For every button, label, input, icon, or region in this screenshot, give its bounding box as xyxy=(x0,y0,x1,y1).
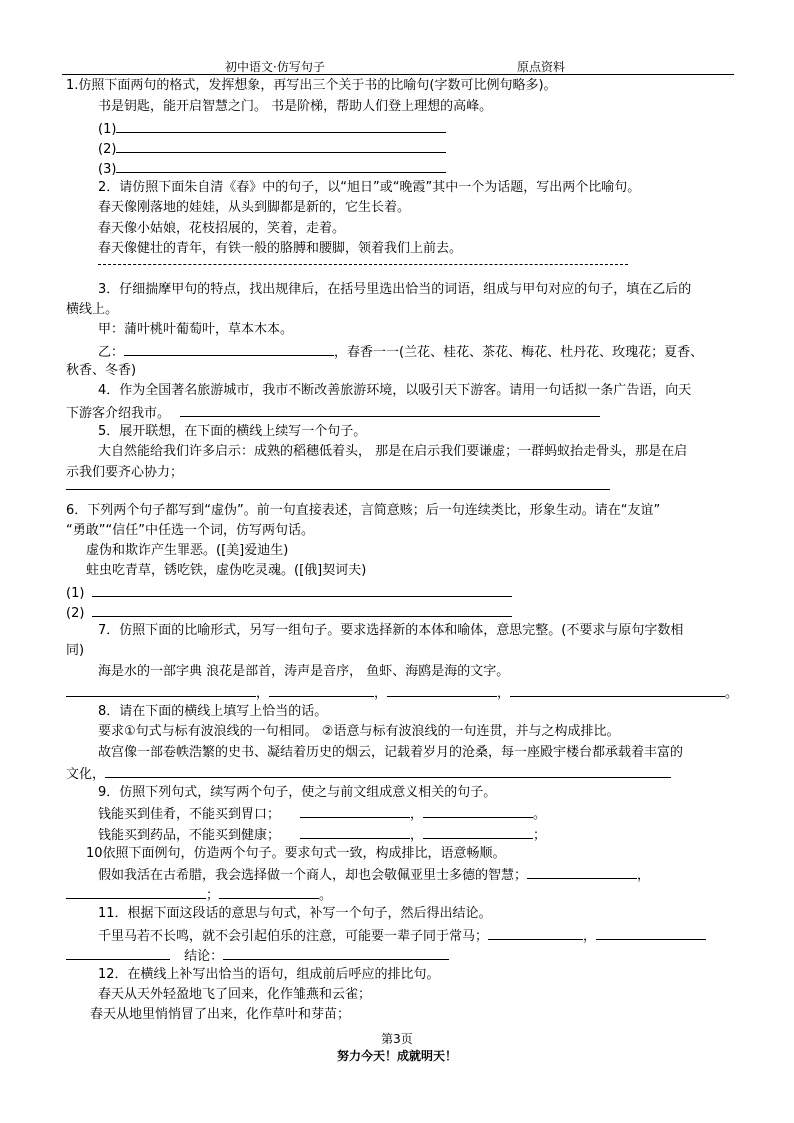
q10-title: 10依照下面例句，仿造两个句子。要求句式一致，构成排比，语意畅顺。 xyxy=(86,846,506,861)
q7-example: 海是水的一部字典 浪花是部首，涛声是音序， 鱼虾、海鸥是海的文字。 xyxy=(98,664,510,679)
q2-line-2: 春天像小姑娘，花枝招展的，笑着，走着。 xyxy=(98,221,346,236)
q1-blank-1-label: (1) xyxy=(98,122,117,137)
q3-jia: 甲：蒲叶桃叶葡萄叶，草本木本。 xyxy=(98,322,294,337)
q3-title-1: 3．仔细揣摩甲句的特点，找出规律后，在括号里选出恰当的词语，组成与甲句对应的句子，填在乙后的 xyxy=(98,282,692,297)
q11-line-1-text: 千里马若不长鸣，就不会引起伯乐的注意，可能要一辈子同于常马； xyxy=(98,929,489,944)
q4-line-2 xyxy=(66,404,600,422)
q11-blank-2[interactable] xyxy=(596,927,706,940)
q10-line-2[interactable]: ； 。 xyxy=(66,886,332,904)
q2-answer-line[interactable] xyxy=(98,264,628,265)
q12-line-1: 春天从天外轻盈地飞了回来，化作雏燕和云雀； xyxy=(98,987,372,1002)
q4-blank[interactable] xyxy=(180,404,600,417)
q5-answer-line[interactable] xyxy=(66,489,610,490)
q1-blank-3[interactable] xyxy=(98,160,446,178)
q7-line-1: 7．仿照下面的比喻形式，另写一组句子。要求选择新的本体和喻体，意思完整。(不要求与原句字数相 xyxy=(98,623,684,638)
page-header xyxy=(62,58,734,75)
q9-blank-1a[interactable] xyxy=(300,805,410,818)
q6-blank-1[interactable] xyxy=(66,584,512,602)
q6-blank-2-label: (2) xyxy=(66,606,85,621)
q8-title: 8．请在下面的横线上填写上恰当的话。 xyxy=(98,704,328,719)
q9-line-1-text: 钱能买到佳肴，不能买到胃口； xyxy=(98,807,281,822)
q3-yi-tail-2: 秋香、冬香) xyxy=(66,363,137,378)
q8-line-2 xyxy=(66,765,671,783)
q8-line-1: 故宫像一部卷帙浩繁的史书、凝结着历史的烟云，记载着岁月的沧桑，每一座殿宇楼台都承载着丰富的 xyxy=(98,745,684,760)
q1-blank-2[interactable] xyxy=(98,140,446,158)
q1-blank-2-label: (2) xyxy=(98,142,117,157)
q9-line-2-text: 钱能买到药品，不能买到健康； xyxy=(98,828,281,843)
q1-title: 1.仿照下面两句的格式，发挥想象，再写出三个关于书的比喻句(字数可比例句略多)。 xyxy=(66,78,557,93)
q9-blank-2b[interactable] xyxy=(423,826,533,839)
q8-requirement: 要求①句式与标有波浪线的一句相同。 ②语意与标有波浪线的一句连贯，并与之构成排比。 xyxy=(98,724,620,739)
q9-blank-2a[interactable] xyxy=(300,826,410,839)
q7-blanks[interactable]: ， ， ， 。 xyxy=(66,684,738,702)
q3-yi-label: 乙： xyxy=(98,345,125,360)
q9-title: 9．仿照下列句式，续写两个句子，使之与前文组成意义相关的句子。 xyxy=(98,785,497,800)
q11-conclusion-blank[interactable] xyxy=(223,947,449,960)
q2-line-3: 春天像健壮的青年，有铁一般的胳膊和腰脚，领着我们上前去。 xyxy=(98,241,463,256)
q2-title: 2．请仿照下面朱自清《春》中的句子，以“旭日”或“晚霞”其中一个为话题，写出两个比喻句。 xyxy=(98,180,641,195)
q10-blank-1[interactable] xyxy=(527,866,637,879)
q11-blank-1[interactable] xyxy=(488,927,583,940)
q2-line-1: 春天像刚落地的娃娃，从头到脚都是新的，它生长着。 xyxy=(98,200,411,215)
q10-line-1: 假如我活在古希腊，我会选择做一个商人，却也会敬佩亚里士多德的智慧； ， xyxy=(98,868,651,883)
q6-example-1: 虚伪和欺诈产生罪恶。([美]爱迪生) xyxy=(86,543,289,558)
q6-blank-2[interactable] xyxy=(66,604,512,622)
q1-blank-1[interactable] xyxy=(98,120,446,138)
q3-yi xyxy=(98,343,703,361)
q1-blank-3-label: (3) xyxy=(98,162,117,177)
q12-line-2: 春天从地里悄悄冒了出来，化作草叶和芽苗； xyxy=(90,1007,351,1022)
header-left: 初中语文·仿写句子 xyxy=(225,60,325,74)
q9-line-2: 钱能买到药品，不能买到健康； ， ； xyxy=(98,828,547,843)
q5-title: 5．展开联想，在下面的横线上续写一个句子。 xyxy=(98,424,367,439)
q6-line-1: 6．下列两个句子都写到“虚伪”。前一句直接表述，言简意赅；后一句连续类比，形象生动。请在“友谊” xyxy=(66,503,661,518)
q6-blank-1-label: (1) xyxy=(66,586,85,601)
q9-blank-1b[interactable] xyxy=(423,805,533,818)
q3-title-2: 横线上。 xyxy=(66,302,119,317)
q11-line-1: 千里马若不长鸣，就不会引起伯乐的注意，可能要一辈子同于常马； ， xyxy=(98,927,706,945)
q5-line-1: 大自然能给我们许多启示：成熟的稻穗低着头， 那是在启示我们要谦虚；一群蚂蚁抬走骨头，那是在启 xyxy=(98,444,688,459)
q11-line-2 xyxy=(66,947,449,965)
q11-conclusion-label: 结论： xyxy=(184,949,224,964)
q6-example-2: 蛀虫吃青草，锈吃铁，虚伪吃灵魂。([俄]契诃夫) xyxy=(86,563,367,578)
q6-line-2: “勇敢”“信任”中任选一个词，仿写两句话。 xyxy=(66,523,314,538)
q3-yi-blank[interactable] xyxy=(124,343,334,356)
q4-line-1: 4．作为全国著名旅游城市，我市不断改善旅游环境，以吸引天下游客。请用一句话拟一条广告语，向天 xyxy=(98,383,692,398)
q9-line-1: 钱能买到佳肴，不能买到胃口； ， 。 xyxy=(98,807,547,822)
q11-blank-3[interactable] xyxy=(66,947,170,960)
q4-line-2-text: 下游客介绍我市。 xyxy=(66,406,171,421)
q12-title: 12．在横线上补写出恰当的语句，组成前后呼应的排比句。 xyxy=(98,967,440,982)
page-number: 第3页 xyxy=(381,1032,413,1046)
q7-line-2: 同) xyxy=(66,643,85,658)
q10-line-1-text: 假如我活在古希腊，我会选择做一个商人，却也会敬佩亚里士多德的智慧； xyxy=(98,868,528,883)
q1-example: 书是钥匙，能开启智慧之门。 书是阶梯，帮助人们登上理想的高峰。 xyxy=(98,99,493,114)
q8-blank[interactable] xyxy=(105,765,671,778)
q8-line-2-text: 文化， xyxy=(66,767,106,782)
footer-slogan: 努力今天！成就明天！ xyxy=(336,1049,457,1063)
q3-yi-tail: ，春香一一(兰花、桂花、茶花、梅花、杜丹花、玫瑰花；夏香、 xyxy=(334,345,704,360)
header-right: 原点资料 xyxy=(517,60,566,74)
q5-line-2: 示我们要齐心协力； xyxy=(66,465,184,480)
q11-title: 11．根据下面这段话的意思与句式，补写一个句子，然后得出结论。 xyxy=(98,906,492,921)
